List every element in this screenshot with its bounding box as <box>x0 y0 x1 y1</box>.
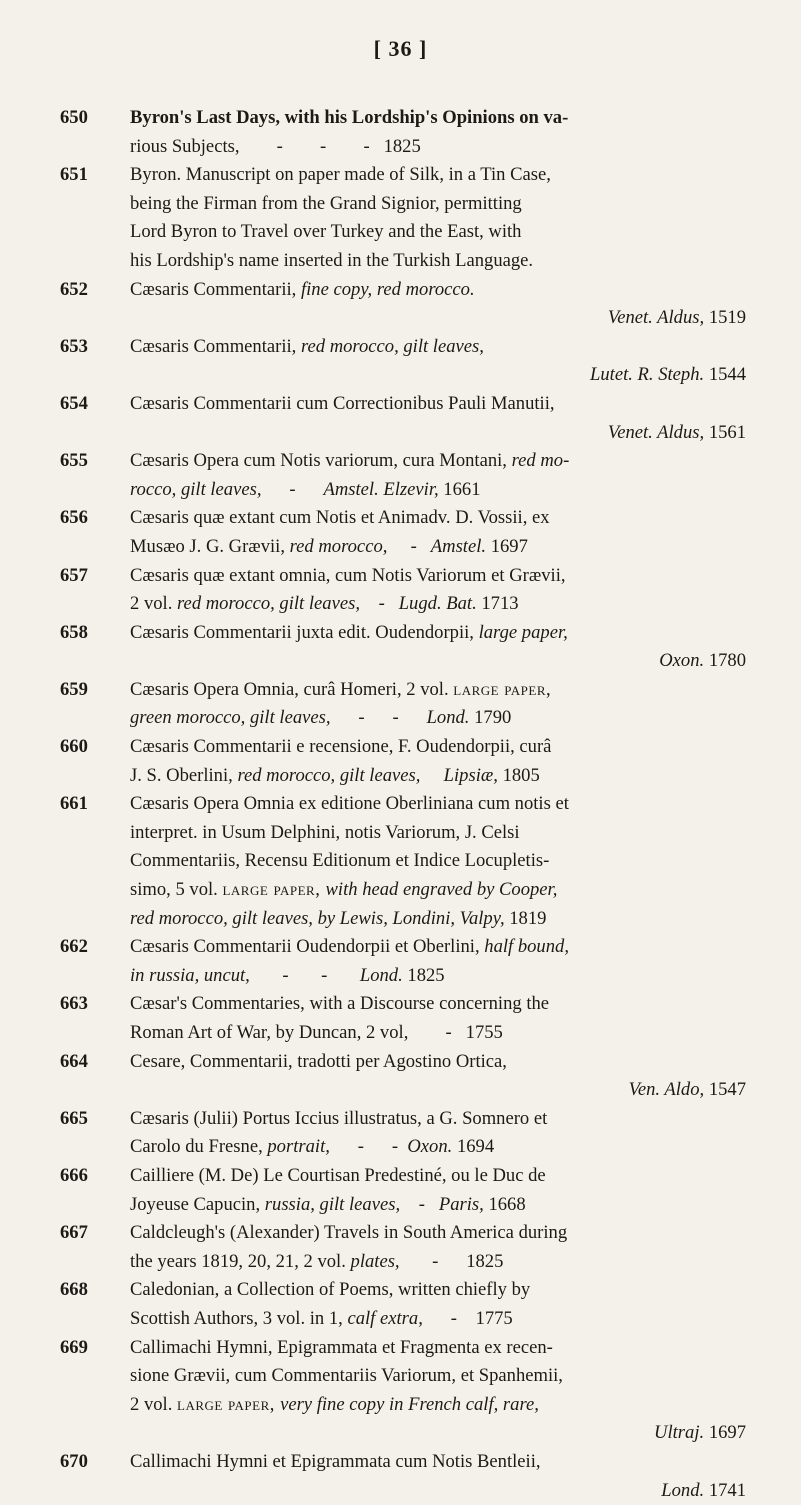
text-segment: his Lordship's name inserted in the Turkish Language. <box>130 250 533 271</box>
entry-continuation-line <box>130 1133 746 1162</box>
text-segment: 1790 <box>474 707 511 728</box>
lot-number: 663 <box>60 990 120 1019</box>
entry-title-line <box>130 676 746 705</box>
entry-continuation-line <box>130 1019 746 1048</box>
text-segment: red morocco, gilt leaves, <box>237 765 420 786</box>
text-segment: rocco, gilt leaves, <box>130 479 262 500</box>
entry-title-line <box>130 1105 746 1134</box>
lot-number: 654 <box>60 390 120 419</box>
catalogue-entry <box>96 504 746 561</box>
catalogue-entry <box>96 333 746 390</box>
text-segment: with head engraved by Cooper, <box>326 879 558 900</box>
catalogue-entry <box>96 733 746 790</box>
lot-number: 661 <box>60 790 120 819</box>
entry-title-line <box>130 1448 746 1477</box>
text-segment: Cæsar's Commentaries, with a Discourse concerning the <box>130 993 549 1014</box>
text-segment: simo, 5 vol. <box>130 879 222 900</box>
text-segment: red morocco, gilt leaves, by Lewis, Londini, Valpy, <box>130 908 509 929</box>
entry-continuation-line <box>130 1076 746 1105</box>
entry-title-line <box>130 562 746 591</box>
catalogue-entry <box>96 1048 746 1105</box>
text-segment: russia, gilt leaves, <box>265 1194 400 1215</box>
text-segment: Joyeuse Capucin, <box>130 1194 265 1215</box>
entry-title-line <box>130 1219 746 1248</box>
entry-title-line <box>130 447 746 476</box>
lot-number: 670 <box>60 1448 120 1477</box>
entry-title-line <box>130 933 746 962</box>
entry-title-line <box>130 161 746 190</box>
lot-number: 667 <box>60 1219 120 1248</box>
entry-continuation-line <box>130 847 746 876</box>
catalogue-entry <box>96 1448 746 1505</box>
text-segment: Callimachi Hymni et Epigrammata cum Notis Bentleii, <box>130 1451 541 1472</box>
text-segment: very fine copy in French calf, rare, <box>280 1394 539 1415</box>
lot-number: 666 <box>60 1162 120 1191</box>
entry-continuation-line <box>130 1477 746 1505</box>
catalogue-entry <box>96 161 746 275</box>
text-segment: Lond. <box>661 1480 709 1501</box>
text-segment: - - <box>331 707 427 728</box>
entry-title-line <box>130 733 746 762</box>
entry-title-line <box>130 1048 746 1077</box>
text-segment: - <box>387 536 430 557</box>
text-segment: Carolo du Fresne, <box>130 1136 267 1157</box>
entry-continuation-line <box>130 876 746 905</box>
text-segment: Cæsaris Commentarii e recensione, F. Oudendorpii, curâ <box>130 736 551 757</box>
lot-number: 658 <box>60 619 120 648</box>
text-segment: Cæsaris quæ extant cum Notis et Animadv. D. Vossii, ex <box>130 507 550 528</box>
text-segment: Commentariis, Recensu Editionum et Indice Locupletis- <box>130 850 549 871</box>
catalogue-entry <box>96 447 746 504</box>
text-segment: Cæsaris Opera Omnia ex editione Oberliniana cum notis et <box>130 793 569 814</box>
text-segment: - <box>262 479 324 500</box>
text-segment: the years 1819, 20, 21, 2 vol. <box>130 1251 351 1272</box>
catalogue-entry <box>96 562 746 619</box>
entry-title-line <box>130 1276 746 1305</box>
text-segment: Amstel. <box>431 536 491 557</box>
catalogue-entry <box>96 1105 746 1162</box>
entry-title-line <box>130 790 746 819</box>
catalogue-entry <box>96 1334 746 1448</box>
entry-continuation-line <box>130 247 746 276</box>
text-segment: 1819 <box>509 908 546 929</box>
entry-continuation-line <box>130 962 746 991</box>
text-segment: calf extra, <box>347 1308 422 1329</box>
entry-continuation-line <box>130 476 746 505</box>
text-segment: 2 vol. <box>130 593 177 614</box>
text-segment: Scottish Authors, 3 vol. in 1, <box>130 1308 347 1329</box>
text-segment: Cæsaris Opera cum Notis variorum, cura Montani, <box>130 450 512 471</box>
text-segment: Paris, <box>439 1194 489 1215</box>
lot-number: 657 <box>60 562 120 591</box>
text-segment: Roman Art of War, by Duncan, 2 vol, - 1755 <box>130 1022 503 1043</box>
entry-continuation-line <box>130 533 746 562</box>
text-segment: large paper, <box>479 622 568 643</box>
text-segment: Lutet. R. Steph. <box>590 364 709 385</box>
catalogue-entry <box>96 1162 746 1219</box>
entry-continuation-line <box>130 190 746 219</box>
entry-continuation-line <box>130 1362 746 1391</box>
entry-continuation-line <box>130 704 746 733</box>
entry-continuation-line <box>130 590 746 619</box>
text-segment: Cæsaris Commentarii, <box>130 279 301 300</box>
lot-number: 650 <box>60 104 120 133</box>
text-segment: being the Firman from the Grand Signior, permitting <box>130 193 522 214</box>
text-segment: green morocco, gilt leaves, <box>130 707 331 728</box>
lot-number: 652 <box>60 276 120 305</box>
lot-number: 665 <box>60 1105 120 1134</box>
text-segment: - 1825 <box>400 1251 504 1272</box>
text-segment: Lugd. Bat. <box>399 593 482 614</box>
text-segment: Byron. Manuscript on paper made of Silk, in a Tin Case, <box>130 164 551 185</box>
lot-number: 651 <box>60 161 120 190</box>
catalogue-entry <box>96 790 746 933</box>
text-segment: - <box>400 1194 439 1215</box>
text-segment: 1544 <box>709 364 746 385</box>
text-segment: 1741 <box>709 1480 746 1501</box>
text-segment: red mo- <box>512 450 570 471</box>
text-segment: - <box>360 593 399 614</box>
text-segment: - - <box>250 965 360 986</box>
text-segment: 1694 <box>457 1136 494 1157</box>
text-segment: Amstel. Elzevir, <box>323 479 443 500</box>
text-segment: Cesare, Commentarii, tradotti per Agostino Ortica, <box>130 1051 507 1072</box>
text-segment: large paper, <box>177 1394 280 1415</box>
text-segment: portrait, <box>267 1136 330 1157</box>
entry-continuation-line <box>130 762 746 791</box>
lot-number: 659 <box>60 676 120 705</box>
text-segment: 1780 <box>709 650 746 671</box>
entry-continuation-line <box>130 1391 746 1420</box>
text-segment: 1519 <box>709 307 746 328</box>
lot-number: 662 <box>60 933 120 962</box>
text-segment: red morocco, <box>290 536 388 557</box>
text-segment: Lord Byron to Travel over Turkey and the East, with <box>130 221 521 242</box>
lot-number: 668 <box>60 1276 120 1305</box>
entry-continuation-line <box>130 361 746 390</box>
lot-number: 653 <box>60 333 120 362</box>
text-segment: 1661 <box>443 479 480 500</box>
entry-continuation-line <box>130 304 746 333</box>
text-segment: Venet. Aldus, <box>608 307 709 328</box>
lot-number: 655 <box>60 447 120 476</box>
entry-continuation-line <box>130 905 746 934</box>
text-segment: plates, <box>351 1251 400 1272</box>
text-segment: 1825 <box>407 965 444 986</box>
text-segment: Ven. Aldo, <box>629 1079 709 1100</box>
text-segment: Cæsaris Commentarii, <box>130 336 301 357</box>
text-segment: Ultraj. <box>654 1422 709 1443</box>
entry-continuation-line <box>130 1248 746 1277</box>
text-segment: Cæsaris Opera Omnia, curâ Homeri, 2 vol. <box>130 679 453 700</box>
catalogue-entry <box>96 933 746 990</box>
entry-title-line <box>130 104 746 133</box>
text-segment: fine copy, red morocco. <box>301 279 475 300</box>
text-segment: Musæo J. G. Græviі, <box>130 536 290 557</box>
text-segment: interpret. in Usum Delphini, notis Variorum, J. Celsi <box>130 822 520 843</box>
entry-continuation-line <box>130 133 746 162</box>
entry-continuation-line <box>130 1305 746 1334</box>
lot-number: 660 <box>60 733 120 762</box>
catalogue-entry <box>96 1219 746 1276</box>
catalogue-entry <box>96 390 746 447</box>
page-number: [ 36 ] <box>0 36 801 62</box>
entry-continuation-line <box>130 647 746 676</box>
text-segment <box>420 765 443 786</box>
entry-continuation-line <box>130 1419 746 1448</box>
entry-title-line <box>130 390 746 419</box>
entry-continuation-line <box>130 218 746 247</box>
text-segment: Lipsiæ, <box>444 765 503 786</box>
entry-continuation-line <box>130 1191 746 1220</box>
text-segment: 1561 <box>709 422 746 443</box>
text-segment: J. S. Oberlini, <box>130 765 237 786</box>
text-segment: Cæsaris quæ extant omnia, cum Notis Variorum et Grævii, <box>130 565 566 586</box>
text-segment: half bound, <box>484 936 569 957</box>
text-segment: large paper, <box>222 879 325 900</box>
catalogue-entry <box>96 676 746 733</box>
text-segment: - 1775 <box>423 1308 513 1329</box>
text-segment: Venet. Aldus, <box>608 422 709 443</box>
text-segment: 1805 <box>503 765 540 786</box>
text-segment: Lond. <box>360 965 408 986</box>
text-segment: Lond. <box>427 707 475 728</box>
lot-number: 664 <box>60 1048 120 1077</box>
entry-title-line <box>130 1334 746 1363</box>
text-segment: in russia, uncut, <box>130 965 250 986</box>
text-segment: 1713 <box>481 593 518 614</box>
catalogue-entry <box>96 1276 746 1333</box>
entry-continuation-line <box>130 819 746 848</box>
text-segment: 2 vol. <box>130 1394 177 1415</box>
catalogue-entry <box>96 276 746 333</box>
entry-title-line <box>130 990 746 1019</box>
text-segment: rious Subjects, - - - 1825 <box>130 136 421 157</box>
catalogue-entry <box>96 619 746 676</box>
entry-continuation-line <box>130 419 746 448</box>
text-segment: 1697 <box>491 536 528 557</box>
text-segment: Cæsaris (Julii) Portus Iccius illustratus, a G. Somnero et <box>130 1108 547 1129</box>
text-segment: Cailliere (M. De) Le Courtisan Predestiné, ou le Duc de <box>130 1165 546 1186</box>
text-segment: Byron's Last Days, with his Lordship's Opinions on va- <box>130 107 568 128</box>
text-segment: red morocco, gilt leaves, <box>177 593 360 614</box>
text-segment: Caledonian, a Collection of Poems, written chiefly by <box>130 1279 530 1300</box>
entry-title-line <box>130 276 746 305</box>
text-segment: Oxon. <box>659 650 709 671</box>
text-segment: 1668 <box>488 1194 525 1215</box>
text-segment: 1697 <box>709 1422 746 1443</box>
catalogue-list <box>96 104 746 1505</box>
text-segment: Cæsaris Commentarii Oudendorpii et Oberlini, <box>130 936 484 957</box>
text-segment: Cæsaris Commentarii cum Correctionibus Pauli Manutii, <box>130 393 555 414</box>
catalogue-entry <box>96 104 746 161</box>
entry-title-line <box>130 1162 746 1191</box>
text-segment: Cæsaris Commentarii juxta edit. Oudendorpii, <box>130 622 479 643</box>
catalogue-entry <box>96 990 746 1047</box>
text-segment: Callimachi Hymni, Epigrammata et Fragmenta ex recen- <box>130 1337 553 1358</box>
text-segment: sione Grævii, cum Commentariis Variorum, et Spanhemii, <box>130 1365 563 1386</box>
entry-title-line <box>130 504 746 533</box>
text-segment: - - <box>330 1136 407 1157</box>
text-segment: red morocco, gilt leaves, <box>301 336 484 357</box>
text-segment: large paper, <box>453 679 551 700</box>
text-segment: 1547 <box>709 1079 746 1100</box>
entry-title-line <box>130 333 746 362</box>
entry-title-line <box>130 619 746 648</box>
text-segment: Caldcleugh's (Alexander) Travels in South America during <box>130 1222 567 1243</box>
lot-number: 669 <box>60 1334 120 1363</box>
text-segment: Oxon. <box>407 1136 457 1157</box>
lot-number: 656 <box>60 504 120 533</box>
